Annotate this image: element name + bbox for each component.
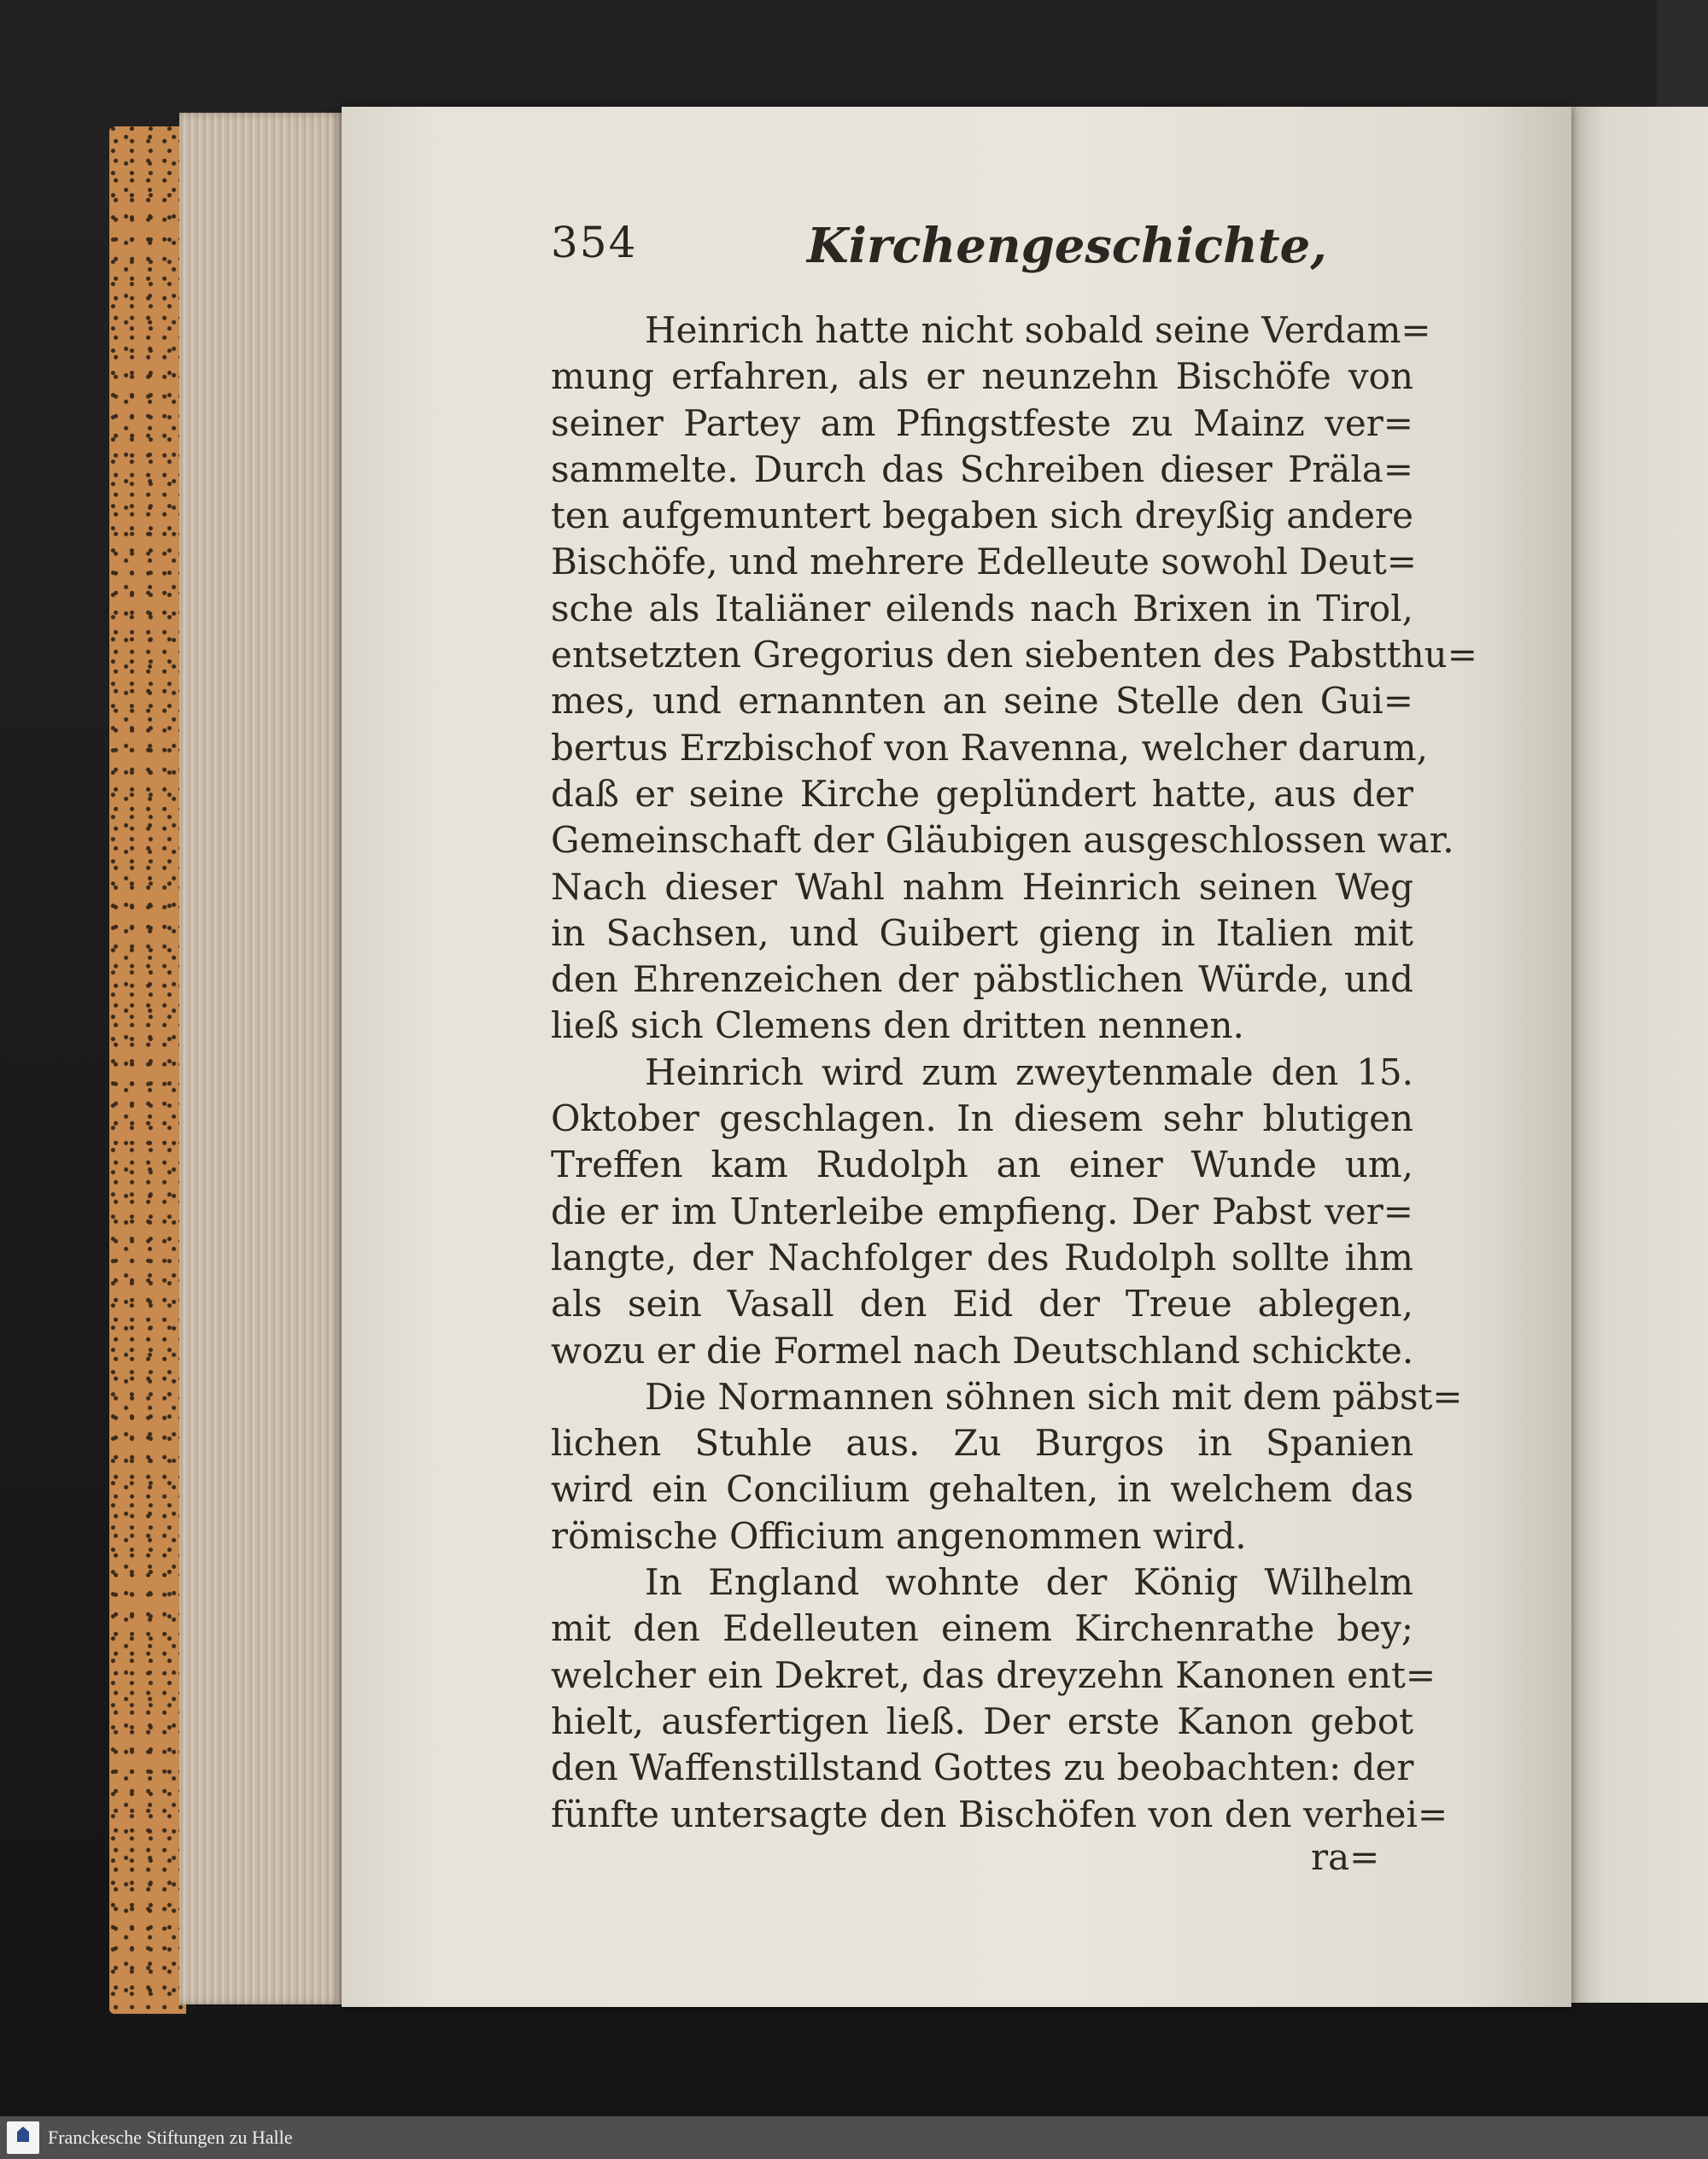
text-line: bertus Erzbischof von Ravenna, welcher darum, [551, 726, 1428, 769]
text-line: Heinrich hatte nicht sobald seine Verdam= [645, 309, 1431, 351]
catchword: ra= [1311, 1836, 1380, 1878]
text-line: als sein Vasall den Eid der Treue ablegen, [551, 1283, 1413, 1325]
text-line: entsetzten Gregorius den siebenten des Pabstthu= [551, 634, 1477, 676]
text-line: lichen Stuhle aus. Zu Burgos in Spanien [551, 1422, 1413, 1465]
text-line: in Sachsen, und Guibert gieng in Italien mit [551, 911, 1413, 954]
text-line: sche als Italiäner eilends nach Brixen in Tirol, [551, 587, 1413, 629]
text-line: mes, und ernannten an seine Stelle den Gui= [551, 680, 1413, 723]
text-line: Gemeinschaft der Gläubigen ausgeschlossen war. [551, 819, 1454, 862]
facing-page [1570, 107, 1708, 2003]
text-line: Nach dieser Wahl nahm Heinrich seinen Weg [551, 865, 1413, 908]
text-line: mung erfahren, als er neunzehn Bischöfe von [551, 355, 1413, 398]
page-header [551, 218, 1327, 278]
text-line: die er im Unterleibe empfieng. Der Pabst ver= [551, 1190, 1413, 1232]
institution-logo-icon [7, 2121, 39, 2154]
book-cover-edge [109, 126, 186, 2014]
text-line: Bischöfe, und mehrere Edelleute sowohl Deut= [551, 541, 1417, 583]
text-line: Die Normannen söhnen sich mit dem päbst= [645, 1375, 1463, 1418]
text-line: Heinrich wird zum zweytenmale den 15. [645, 1050, 1413, 1093]
text-line: mit den Edelleuten einem Kirchenrathe bey; [551, 1607, 1413, 1650]
text-line: daß er seine Kirche geplündert hatte, aus der [551, 772, 1413, 815]
text-line: ließ sich Clemens den dritten nennen. [551, 1004, 1244, 1047]
text-line: fünfte untersagte den Bischöfen von den verhei= [551, 1793, 1448, 1835]
text-line: langte, der Nachfolger des Rudolph sollte ihm [551, 1236, 1413, 1278]
text-line: welcher ein Dekret, das dreyzehn Kanonen ent= [551, 1653, 1436, 1696]
page-edges [179, 113, 346, 2004]
text-line: den Waffenstillstand Gottes zu beobachten: der [551, 1747, 1414, 1789]
text-line: römische Officium angenommen wird. [551, 1514, 1247, 1557]
text-line: seiner Partey am Pfingstfeste zu Mainz ver= [551, 401, 1413, 444]
text-line: den Ehrenzeichen der päbstlichen Würde, und [551, 958, 1413, 1001]
institution-name: Franckesche Stiftungen zu Halle [48, 2127, 293, 2148]
text-line: wozu er die Formel nach Deutschland schickte. [551, 1329, 1414, 1372]
text-line: Treffen kam Rudolph an einer Wunde um, [551, 1144, 1413, 1186]
text-line: sammelte. Durch das Schreiben dieser Präla= [551, 448, 1413, 490]
text-line: In England wohnte der König Wilhelm [645, 1561, 1413, 1604]
text-line: Oktober geschlagen. In diesem sehr blutigen [551, 1097, 1413, 1140]
text-line: ten aufgemuntert begaben sich dreyßig andere [551, 494, 1413, 537]
text-line: wird ein Concilium gehalten, in welchem das [551, 1468, 1413, 1511]
running-title: Kirchengeschichte, [807, 218, 1327, 274]
text-line: hielt, ausfertigen ließ. Der erste Kanon gebot [551, 1700, 1413, 1742]
body-text [551, 307, 1477, 1838]
right-cover-corner [1657, 0, 1708, 111]
page-number: 354 [551, 218, 638, 267]
footer-bar [0, 2116, 1708, 2159]
